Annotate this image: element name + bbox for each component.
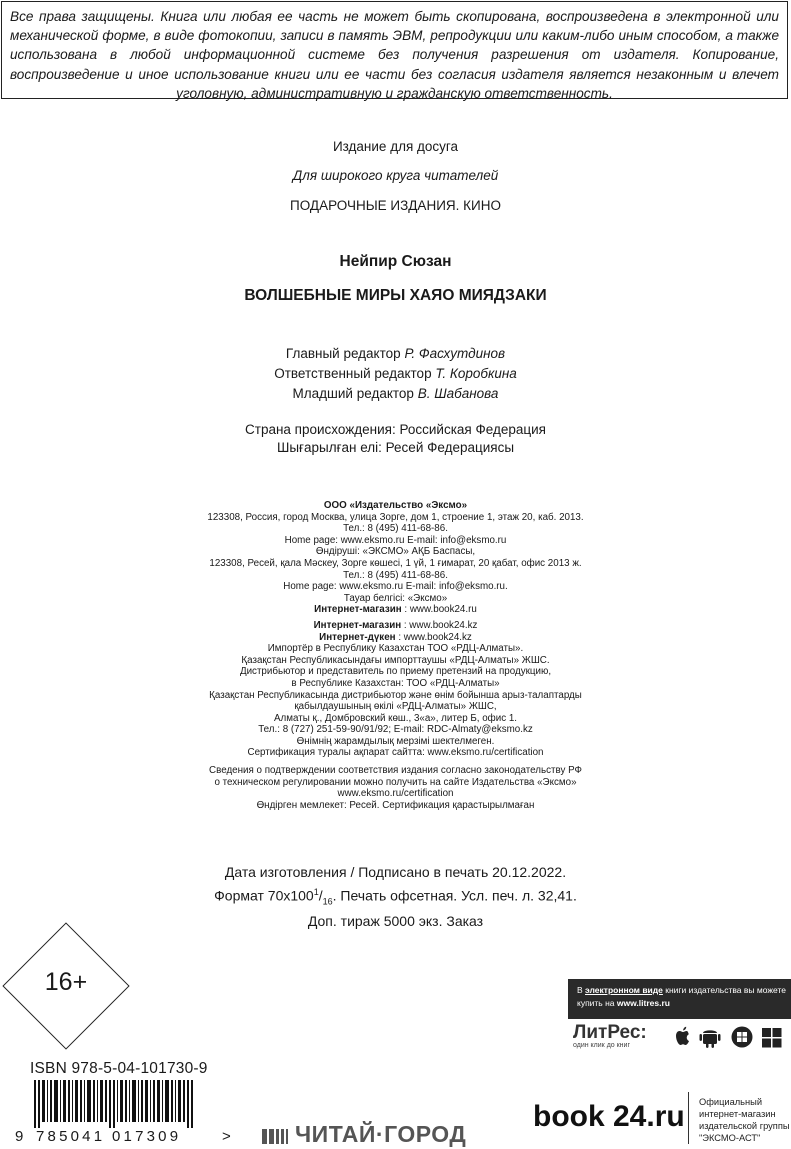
litres-logo: ЛитРес: [573,1022,647,1043]
apple-icon [676,1027,689,1045]
origin-ru: Страна происхождения: Российская Федерация [245,422,546,437]
litres-banner-line1: В электронном виде книги издательства вы можете [577,985,786,995]
publisher-line: Тауар белгісі: «Эксмо» [343,592,448,604]
barcode-digit-first: 9 [15,1128,24,1145]
litres-site-link[interactable]: www.litres.ru [616,998,670,1008]
age-rating: 16+ [44,968,88,996]
android-icon [700,1030,721,1048]
shop-kz-line: Интернет-магазин : www.book24.kz [313,619,478,631]
print-format: Формат $70x100^1/_{16}$. Печать офсетная. Усл. печ. л. 32,41. [214,887,577,907]
edition-type: Издание для досуга [332,139,459,154]
litres-banner-line2: купить на www.litres.ru [577,998,670,1008]
barcode [26,1080,226,1130]
publisher-line: қабылдаушының өкілі «РДЦ-Алматы» ЖШС, [294,701,497,713]
publisher-line: Тел.: 8 (495) 411-68-86. [343,523,448,535]
shop-ru-line: Интернет-магазин : www.book24.ru [314,604,477,616]
publisher-line: Импортёр в Республику Казахстан ТОО «РДЦ-Алматы». [267,643,524,655]
publisher-line: Қазақстан Республикасында дистрибьютор және өнім бойынша арыз-талаптарды [209,689,582,701]
publisher-line: Тел.: 8 (495) 411-68-86. [343,569,448,581]
publisher-line: Home page: www.eksmo.ru E-mail: info@eksmo.ru. [283,581,508,593]
publisher-line: Сведения о подтверждении соответствия издания согласно законодательству РФ [209,765,582,777]
book-author: Нейпир Сюзан [339,253,452,270]
publisher-line: www.eksmo.ru/certification [337,788,454,800]
edition-series: ПОДАРОЧНЫЕ ИЗДАНИЯ. КИНО [290,198,501,213]
publisher-line: Қазақстан Республикасындағы импорттаушы «РДЦ-Алматы» ЖШС. [241,654,550,666]
publisher-line: Дистрибьютор и представитель по приему претензий на продукцию, [239,666,552,678]
publisher-line: Өндіруші: «ЭКСМО» АҚБ Баспасы, [315,546,476,558]
edition-audience: Для широкого круга читателей [292,168,499,183]
publisher-line: Өнімнің жарамдылық мерзімі шектелмеген. [296,735,495,747]
editors-block [0,344,791,404]
print-block [0,862,791,931]
barcode-digits-group2: 017309 [112,1128,182,1145]
editor-line: Младший редактор В. Шабанова [292,386,499,401]
publisher-line: Сертификация туралы ақпарат сайтта: www.eksmo.ru/certification [247,747,544,759]
publisher-line: Алматы қ., Домбровский көш., 3«а», литер Б, офис 1. [273,712,518,724]
copyright-text: Все права защищены. Книга или любая ее часть не может быть скопирована, воспроизведена в электронной или механической форме, в виде фотокопии, записи в память ЭВМ, репродукции или каким-либо иным способом, а также использована в любой информационной системе без получения разрешения от издателя. Копирование, воспроизведение и иное использование книги или ее части без согласия издателя является незаконным и влечет уголовную, административную и гражданскую ответственность. [10,9,779,101]
publisher-line: Тел.: 8 (727) 251-59-90/91/92; E-mail: RDC-Almaty@eksmo.kz [258,724,533,736]
barcode-arrow: > [222,1128,231,1145]
editor-line: Ответственный редактор Т. Коробкина [274,366,517,381]
litres-link[interactable]: электронном виде [585,985,663,995]
book24-logo: book 24.ru [533,1100,685,1133]
publisher-line: Home page: www.eksmo.ru E-mail: info@eksmo.ru [284,534,507,546]
origin-block [0,421,791,457]
publisher-line: 123308, Ресей, қала Мәскеу, Зорге көшесі, 1 үй, 1 ғимарат, 20 қабат, офис 2013 ж. [209,557,582,569]
isbn: ISBN 978-5-04-101730-9 [30,1060,208,1077]
origin-kz: Шығарылған елі: Ресей Федерациясы [276,440,515,455]
windows-icon [732,1027,753,1048]
chitai-gorod-text: ЧИТАЙ·ГОРОД [295,1121,467,1147]
litres-banner [568,979,791,1019]
print-date: Дата изготовления / Подписано в печать 20.12.2022. [224,864,567,880]
shop-kz2-line: Интернет-дүкен : www.book24.kz [319,631,472,643]
print-run: Доп. тираж 5000 экз. Заказ [307,913,484,930]
editor-line: Главный редактор Р. Фасхутдинов [285,346,506,361]
platform-icons [676,1025,786,1051]
litres-tagline: один клик до книг [573,1042,631,1049]
barcode-digits-group1: 785041 [36,1128,106,1145]
publisher-name: ООО «Издательство «Эксмо» [323,500,468,511]
copyright-notice [1,1,788,99]
publisher-line: о техническом регулировании можно получить на сайте Издательства «Эксмо» [214,776,577,788]
book24-divider [688,1092,689,1144]
book24-text: Официальный интернет-магазин издательской группы "ЭКСМО-АСТ" [699,1097,790,1143]
windows-phone-icon [762,1028,782,1048]
chitai-gorod-bars-icon [262,1126,292,1146]
book-title: ВОЛШЕБНЫЕ МИРЫ ХАЯО МИЯДЗАКИ [244,287,547,304]
publisher-line: 123308, Россия, город Москва, улица Зорге, дом 1, строение 1, этаж 20, каб. 2013. [207,511,584,523]
chitai-gorod-logo [262,1121,466,1148]
publisher-line: в Республике Казахстан: ТОО «РДЦ-Алматы» [291,677,500,689]
publisher-block [0,500,791,811]
publisher-line: Өндірген мемлекет: Ресей. Сертификация қарастырылмаған [256,799,535,811]
